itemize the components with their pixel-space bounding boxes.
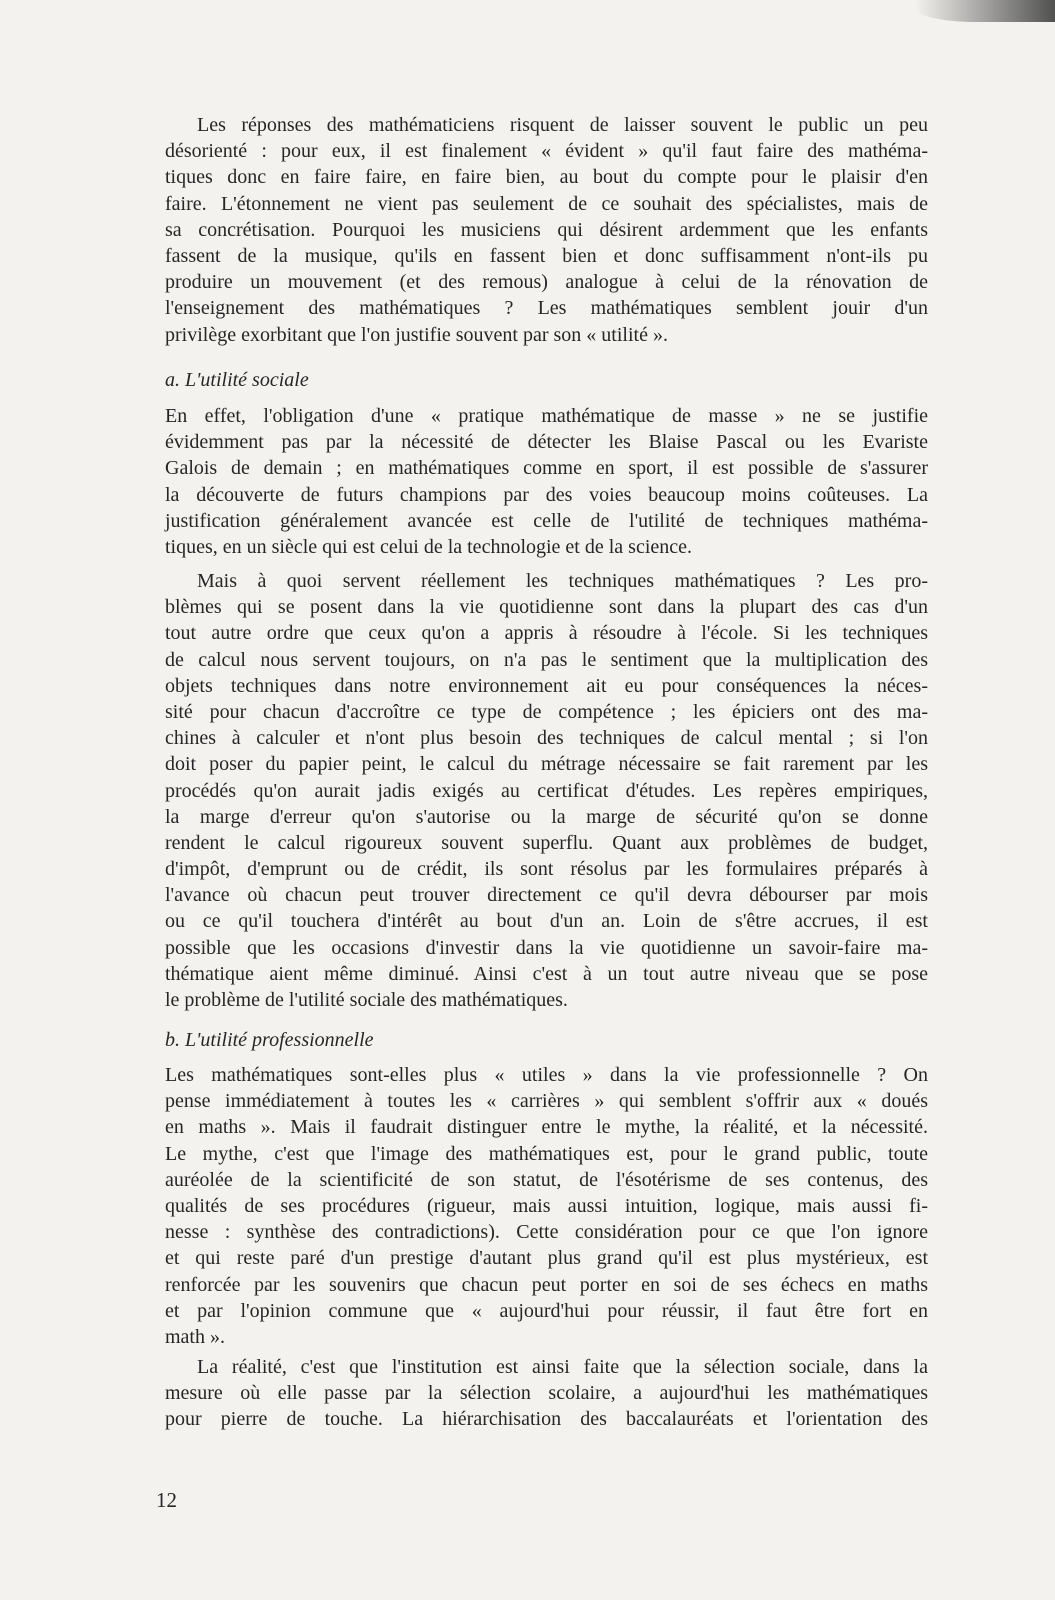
heading-text: a. L'utilité sociale — [165, 369, 309, 391]
text-line: mesure où elle passe par la sélection scolaire, a aujourd'hui les mathématiques — [165, 1382, 928, 1405]
text-line: La réalité, c'est que l'institution est ainsi faite que la sélection sociale, dans la — [197, 1356, 928, 1378]
text-line: évidemment pas par la nécessité de détecter les Blaise Pascal ou les Evariste — [165, 431, 928, 454]
section-heading-social-utility — [165, 367, 928, 393]
text-line: pour pierre de touche. La hiérarchisation des baccalauréats et l'orientation des — [165, 1408, 928, 1431]
text-line: fassent de la musique, qu'ils en fassent bien et donc suffisamment n'ont-ils pu — [165, 244, 928, 267]
text-line: produire un mouvement (et des remous) analogue à celui de la rénovation de — [165, 271, 928, 294]
text-line: Mais à quoi servent réellement les techniques mathématiques ? Les pro- — [197, 570, 928, 592]
text-line: Les mathématiques sont-elles plus « utiles » dans la vie professionnelle ? On — [165, 1064, 928, 1086]
paragraph-social-1 — [165, 403, 928, 560]
paragraph-intro — [165, 112, 928, 348]
page-edge-shadow — [915, 0, 1055, 22]
text-line: En effet, l'obligation d'une « pratique mathématique de masse » ne se justifie — [165, 405, 928, 427]
text-line: nesse : synthèse des contradictions). Cette considération pour ce que l'on ignore — [165, 1221, 928, 1244]
paragraph-professional-2 — [165, 1354, 928, 1433]
text-line: procédés qu'on aurait jadis exigés au certificat d'études. Les repères empiriques, — [165, 779, 928, 802]
text-line: possible que les occasions d'investir dans la vie quotidienne un savoir-faire ma- — [165, 936, 928, 959]
text-line: thématique aient même diminué. Ainsi c'est à un tout autre niveau que se pose — [165, 962, 928, 985]
text-line: math ». — [165, 1325, 225, 1348]
text-line: objets techniques dans notre environnement ait eu pour conséquences la néces- — [165, 674, 928, 697]
text-line: rendent le calcul rigoureux souvent superflu. Quant aux problèmes de budget, — [165, 831, 928, 854]
text-line: sa concrétisation. Pourquoi les musiciens qui désirent ardemment que les enfants — [165, 218, 928, 241]
text-line: faire. L'étonnement ne vient pas seulement de ce souhait des spécialistes, mais de — [165, 192, 928, 215]
text-line: Galois de demain ; en mathématiques comme en sport, il est possible de s'assurer — [165, 457, 928, 480]
text-line: doit poser du papier peint, le calcul du métrage nécessaire se fait rarement par les — [165, 753, 928, 776]
paragraph-professional-1 — [165, 1062, 928, 1350]
text-line: le problème de l'utilité sociale des mathématiques. — [165, 989, 568, 1011]
text-line: tout autre ordre que ceux qu'on a appris à résoudre à l'école. Si les techniques — [165, 622, 928, 645]
text-line: de calcul nous servent toujours, on n'a pas le sentiment que la multiplication des — [165, 648, 928, 671]
text-line: Le mythe, c'est que l'image des mathématiques est, pour le grand public, toute — [165, 1142, 928, 1165]
text-line: ou ce qu'il touchera d'intérêt au bout d'un an. Loin de s'être accrues, il est — [165, 910, 928, 933]
text-line: tiques donc en faire faire, en faire bien, au bout du compte pour le plaisir d'en — [165, 166, 928, 189]
text-line: sité pour chacun d'accroître ce type de compétence ; les épiciers ont des ma- — [165, 700, 928, 723]
text-line: la marge d'erreur qu'on s'autorise ou la marge de sécurité qu'on se donne — [165, 805, 928, 828]
text-line: l'avance où chacun peut trouver directement ce qu'il devra débourser par mois — [165, 884, 928, 907]
text-line: d'impôt, d'emprunt ou de crédit, ils sont résolus par les formulaires préparés à — [165, 858, 928, 881]
heading-text: b. L'utilité professionnelle — [165, 1029, 374, 1051]
text-line: Les réponses des mathématiciens risquent de laisser souvent le public un peu — [197, 114, 928, 136]
text-line: pense immédiatement à toutes les « carrières » qui semblent s'offrir aux « doués — [165, 1090, 928, 1113]
text-line: qualités de ses procédures (rigueur, mais aussi intuition, logique, mais aussi fi- — [165, 1194, 928, 1217]
paragraph-social-2 — [165, 568, 928, 1013]
text-line: et par l'opinion commune que « aujourd'hui pour réussir, il faut être fort en — [165, 1299, 928, 1322]
text-line: désorienté : pour eux, il est finalement « évident » qu'il faut faire des mathéma- — [165, 140, 928, 163]
text-line: et qui reste paré d'un prestige d'autant plus grand qu'il est plus mystérieux, est — [165, 1247, 928, 1270]
text-line: tiques, en un siècle qui est celui de la technologie et de la science. — [165, 535, 693, 558]
text-line: blèmes qui se posent dans la vie quotidienne sont dans la plupart des cas d'un — [165, 596, 928, 619]
text-line: chines à calculer et n'ont plus besoin des techniques de calcul mental ; si l'on — [165, 727, 928, 750]
text-line: renforcée par les souvenirs que chacun peut porter en soi de ses échecs en maths — [165, 1273, 928, 1296]
text-line: la découverte de futurs champions par des voies beaucoup moins coûteuses. La — [165, 483, 928, 506]
section-heading-professional-utility — [165, 1027, 928, 1053]
page-number: 12 — [156, 1488, 177, 1512]
text-line: en maths ». Mais il faudrait distinguer entre le mythe, la réalité, et la nécessité. — [165, 1116, 928, 1139]
text-line: justification généralement avancée est celle de l'utilité de techniques mathéma- — [165, 509, 928, 532]
text-line: l'enseignement des mathématiques ? Les mathématiques semblent jouir d'un — [165, 297, 928, 320]
text-line: privilège exorbitant que l'on justifie souvent par son « utilité ». — [165, 323, 668, 346]
text-line: auréolée de la scientificité de son statut, de l'ésotérisme de ses contenus, des — [165, 1168, 928, 1191]
